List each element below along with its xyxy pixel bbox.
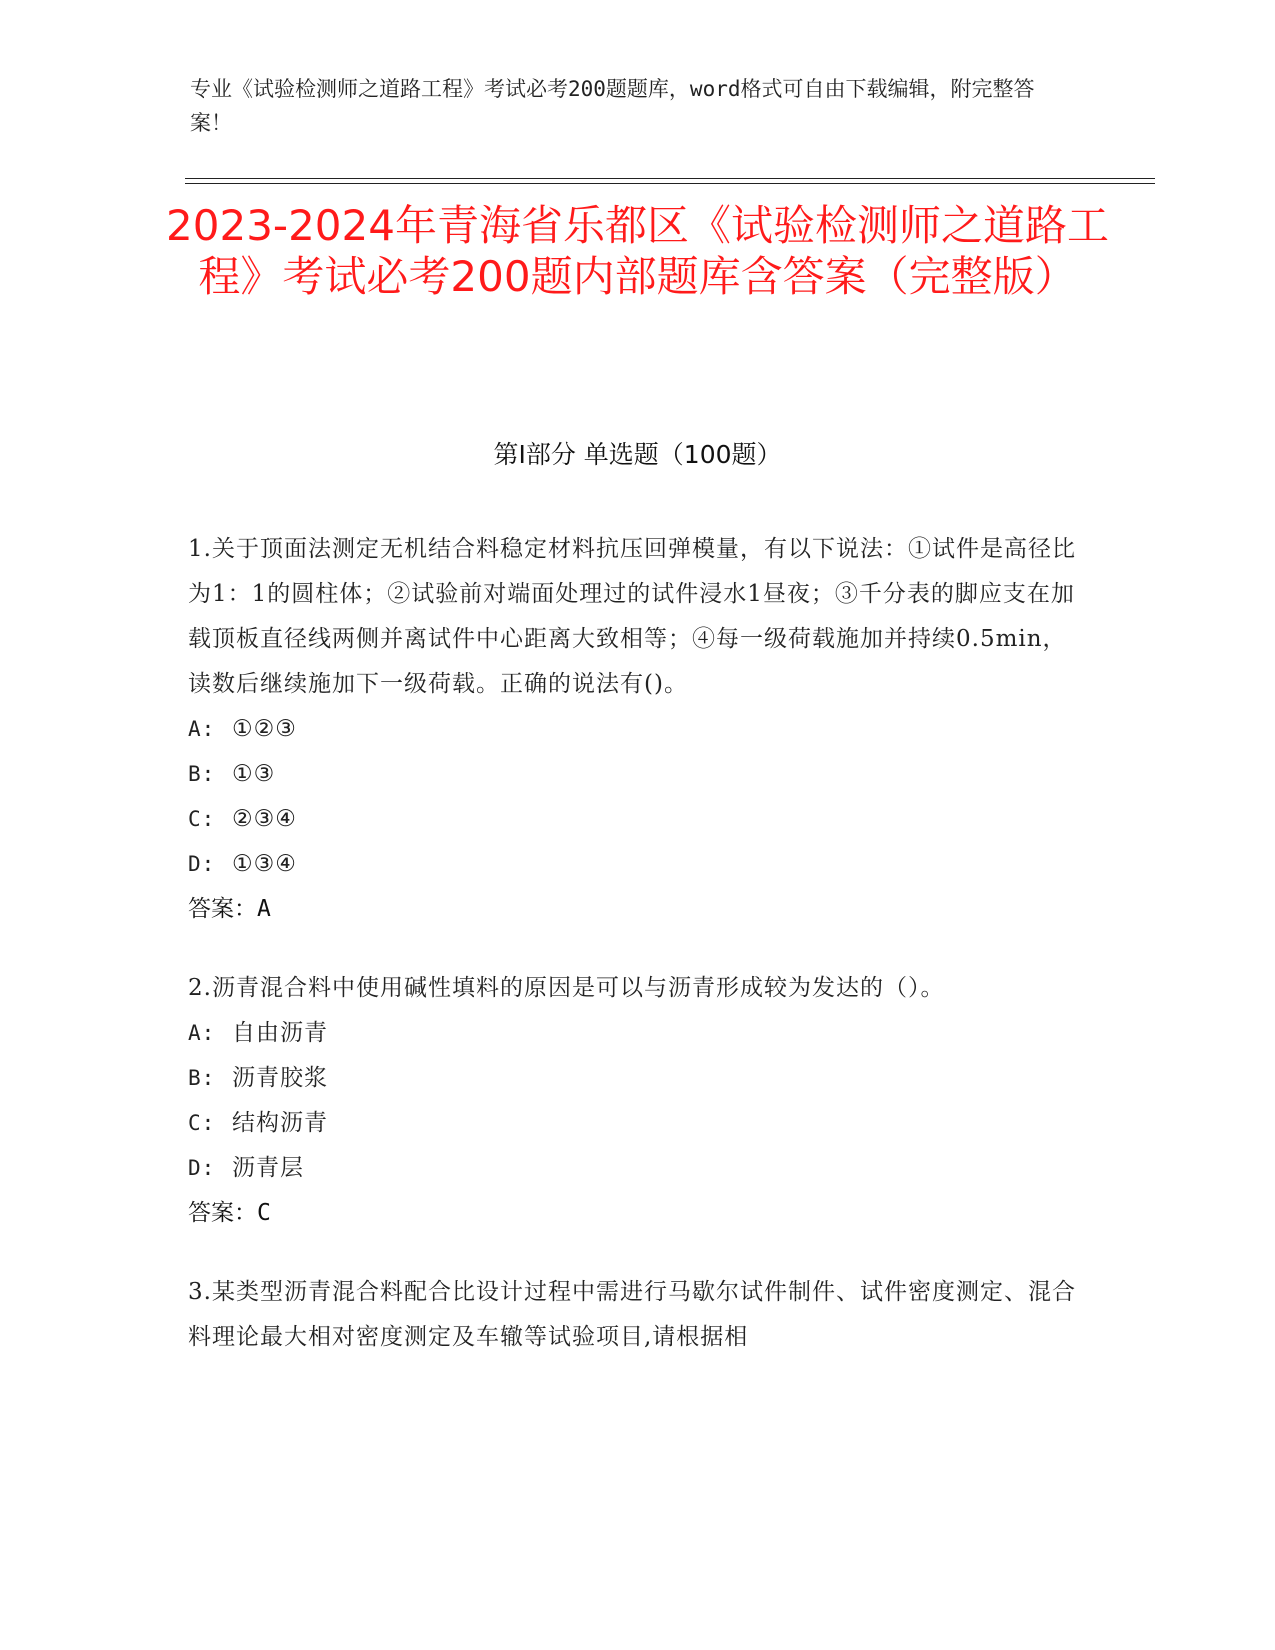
option-text: 自由沥青	[232, 1020, 328, 1046]
header-divider-bottom	[185, 183, 1155, 184]
option-letter: A:	[188, 717, 216, 741]
option-text: ①②③	[232, 716, 297, 742]
answer-label: 答案：	[188, 896, 257, 922]
option-letter: C:	[188, 1111, 216, 1135]
section-heading: 第Ⅰ部分 单选题（100题）	[493, 440, 782, 469]
answer-label: 答案：	[188, 1200, 257, 1226]
answer-line	[188, 1191, 1088, 1236]
option-letter: A:	[188, 1021, 216, 1045]
question-text: 1.关于顶面法测定无机结合料稳定材料抗压回弹模量，有以下说法：①试件是高径比为1：1的圆柱体；②试验前对端面处理过的试件浸水1昼夜；③千分表的脚应支在加载顶板直径线两侧并离试件中心距离大致相等；④每一级荷载施加并持续0.5min，读数后继续施加下一级荷载。正确的说法有()。	[188, 536, 1076, 697]
option-text: 沥青层	[232, 1155, 304, 1181]
option-b	[188, 1056, 1088, 1101]
option-c	[188, 1101, 1088, 1146]
option-a	[188, 707, 1088, 752]
option-letter: B:	[188, 762, 216, 786]
header-divider-top	[185, 178, 1155, 179]
option-text: ②③④	[232, 806, 297, 832]
question-3	[188, 1270, 1088, 1360]
document-title: 2023-2024年青海省乐都区《试验检测师之道路工程》考试必考200题内部题库含答案（完整版）	[166, 201, 1109, 301]
question-text: 2.沥青混合料中使用碱性填料的原因是可以与沥青形成较为发达的（）。	[188, 975, 945, 1001]
option-letter: D:	[188, 852, 216, 876]
option-text: ①③	[232, 761, 276, 787]
option-d	[188, 1146, 1088, 1191]
option-c	[188, 797, 1088, 842]
option-letter: C:	[188, 807, 216, 831]
question-list	[188, 527, 1088, 1394]
question-1	[188, 527, 1088, 932]
option-b	[188, 752, 1088, 797]
answer-value: A	[257, 896, 271, 922]
header-note: 专业《试验检测师之道路工程》考试必考200题题库，word格式可自由下载编辑，附完整答案！	[190, 77, 1035, 135]
option-d	[188, 842, 1088, 887]
answer-value: C	[257, 1200, 271, 1226]
option-letter: B:	[188, 1066, 216, 1090]
answer-line	[188, 887, 1088, 932]
question-2	[188, 966, 1088, 1236]
option-text: ①③④	[232, 851, 297, 877]
question-text: 3.某类型沥青混合料配合比设计过程中需进行马歇尔试件制件、试件密度测定、混合料理论最大相对密度测定及车辙等试验项目,请根据相	[188, 1279, 1076, 1350]
option-text: 结构沥青	[232, 1110, 328, 1136]
option-a	[188, 1011, 1088, 1056]
option-letter: D:	[188, 1156, 216, 1180]
option-text: 沥青胶浆	[232, 1065, 328, 1091]
